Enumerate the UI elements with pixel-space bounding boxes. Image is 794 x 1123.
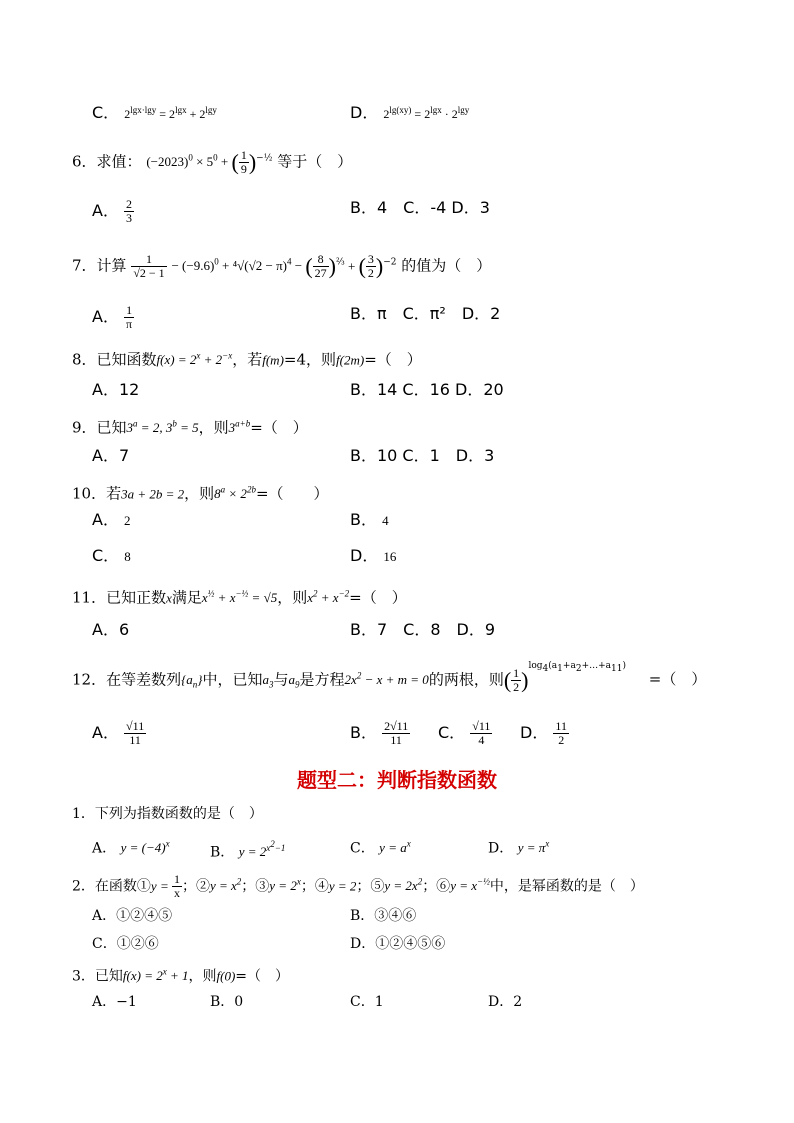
q8-option-a: A．12 bbox=[92, 380, 140, 399]
section-title: 题型二：判断指数函数 bbox=[297, 768, 497, 792]
s3-option-a: A．−1 bbox=[92, 994, 137, 1010]
s1-option-a: A． $y = (-4)^x$ bbox=[92, 839, 170, 857]
q8-stem: 8．已知函数$f(x) = 2^x + 2^{-x}$，若f(m)=4，则f(2m)=（ ） bbox=[72, 350, 422, 369]
q11-stem: 11．已知正数x满足$x^{\frac{1}{2}} + x^{-\frac{1}{2}} = √5$，则$x^2 + x^{-2}=$（ ） bbox=[72, 588, 407, 607]
s2-stem: 2．在函数①y = $\frac{1}{x}$ ；②y = $x^2$；③y = $2^x$；④y = 2；⑤y = $2x^2$；⑥y = $x^{-\frac{1}{2}}$中，是幂函数的是（ ） bbox=[72, 871, 644, 900]
q12-option-a: A． $\frac{√11}{11}$ bbox=[92, 719, 145, 747]
q12-option-d: D． $\frac{11}{2}$ bbox=[520, 719, 567, 747]
q6-stem: 6．求值： $(-2023)^0 \times 5^0$ + ( $\frac{1}{9}$ )$^{-\frac{1}{2}}$ 等于（ ） bbox=[72, 147, 353, 176]
q5-option-c: C． $2^{lgx\cdot lgy} = 2^{lgx} + 2^{lgy}$ bbox=[92, 103, 217, 122]
q10-option-a: A． 2 bbox=[92, 510, 131, 529]
q10-option-c: C． 8 bbox=[92, 546, 131, 565]
s2-option-d: D．①②④⑤⑥ bbox=[350, 936, 446, 952]
q10-option-b: B． 4 bbox=[350, 510, 389, 529]
q6-options-bcd: B．4 C．-4 D．3 bbox=[350, 198, 490, 217]
q8-options-bcd: B．14 C．16 D．20 bbox=[350, 380, 504, 399]
q12-option-b: B． $\frac{2√11}{11}$ bbox=[350, 719, 409, 747]
q7-option-a: A． $\frac{1}{\pi}$ bbox=[92, 303, 133, 331]
q10-option-d: D． 16 bbox=[350, 546, 397, 565]
q12-option-c: C． $\frac{√11}{4}$ bbox=[438, 719, 491, 747]
q9-option-a: A．7 bbox=[92, 446, 130, 465]
s2-option-c: C．①②⑥ bbox=[92, 936, 159, 952]
s3-option-d: D．2 bbox=[488, 994, 523, 1010]
q11-option-a: A．6 bbox=[92, 620, 130, 639]
q9-stem: 9．已知$3^a = 2$, $3^b = 5$，则$3^{a+b}=$（ ） bbox=[72, 418, 308, 437]
s1-option-c: C． $y = a^x$ bbox=[350, 839, 411, 857]
s3-stem: 3．已知$f(x) = 2^x + 1$，则f(0)=（ ） bbox=[72, 967, 290, 985]
s3-option-c: C．1 bbox=[350, 994, 384, 1010]
q9-options-bcd: B．10 C．1 D．3 bbox=[350, 446, 495, 465]
s1-option-d: D． $y = \pi^x$ bbox=[488, 839, 550, 857]
s1-stem: 1．下列为指数函数的是（ ） bbox=[72, 806, 263, 822]
s3-option-b: B．0 bbox=[210, 994, 244, 1010]
q6-option-a: A． $\frac{2}{3}$ bbox=[92, 197, 133, 225]
s2-option-a: A．①②④⑤ bbox=[92, 908, 173, 924]
q7-stem: 7．计算 $\frac{1}{√2 - 1}$ − $(-9.6)^0 + ^4√(√2 - \pi)^4$ − ( $\frac{8}{27}$ )$^{\frac{2}{3}}$ + ( $\frac{3}{2}$ )$^{-2}$ 的值为（ ） bbox=[72, 251, 492, 280]
s1-option-b: B． $y = 2^{x^2-1}$ bbox=[210, 839, 286, 861]
q12-stem: 12．在等差数列$\{a_n\}$中，已知$a_3$与$a_9$是方程$2x^2 - x + m = 0$的两根，则( $\frac{1}{2}$ )$^{log_4(a_1+a_2+\dots+a_{11})}$ =（ ） bbox=[72, 661, 707, 694]
s2-option-b: B．③④⑥ bbox=[350, 908, 417, 924]
q11-options-bcd: B．7 C．8 D．9 bbox=[350, 620, 496, 639]
q5-option-d: D． $2^{lg(xy)} = 2^{lgx} \cdot 2^{lgy}$ bbox=[350, 103, 470, 122]
q10-stem: 10．若3a + 2b = 2，则$8^a \times 2^{2b}=$（ ） bbox=[72, 484, 329, 503]
q7-options-bcd: B．π C．π² D．2 bbox=[350, 304, 501, 323]
